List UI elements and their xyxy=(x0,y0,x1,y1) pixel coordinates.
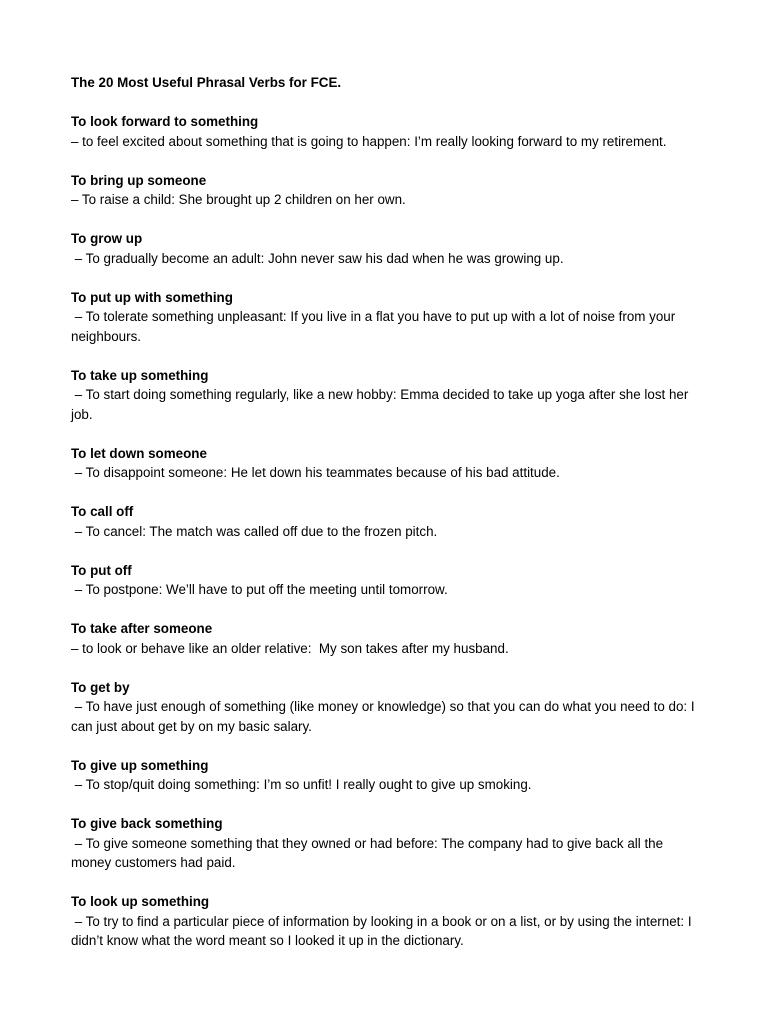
phrasal-verb-definition: – To give someone something that they owned or had before: The company had to give back all the money customers had paid. xyxy=(71,835,667,870)
phrasal-verb-term: To take after someone xyxy=(71,621,213,636)
phrasal-verb-term: To get by xyxy=(71,679,130,695)
phrasal-verb-definition: – To gradually become an adult: John never saw his dad when he was growing up. xyxy=(71,250,564,266)
phrasal-verb-term: To bring up someone xyxy=(71,172,207,188)
phrasal-verb-definition: – To raise a child: She brought up 2 children on her own. xyxy=(71,192,406,207)
phrasal-verb-entry xyxy=(71,366,711,425)
phrasal-verb-definition: – To stop/quit doing something: I’m so unfit! I really ought to give up smoking. xyxy=(71,777,532,792)
phrasal-verb-entry xyxy=(71,756,711,795)
phrasal-verb-term: To put up with something xyxy=(71,289,233,305)
phrasal-verb-term: To give up something xyxy=(71,757,209,773)
phrasal-verb-entry xyxy=(71,561,711,600)
phrasal-verb-definition: – To start doing something regularly, like a new hobby: Emma decided to take up yoga after she lost her job. xyxy=(71,387,693,422)
document-page xyxy=(71,73,711,970)
phrasal-verb-entry xyxy=(71,288,711,347)
phrasal-verb-term: To call off xyxy=(71,504,134,519)
phrasal-verb-entry xyxy=(71,171,711,210)
phrasal-verb-definition: – To cancel: The match was called off due to the frozen pitch. xyxy=(71,523,438,539)
phrasal-verb-definition: – to feel excited about something that is going to happen: I’m really looking forward to my retirement. xyxy=(71,133,667,149)
phrasal-verb-definition: – To try to find a particular piece of information by looking in a book or on a list, or by using the internet: I didn’t know what the word meant so I looked it up in the dictionary. xyxy=(71,913,696,948)
phrasal-verb-term: To put off xyxy=(71,562,132,578)
phrasal-verb-entry xyxy=(71,502,711,541)
phrasal-verb-definition: – To postpone: We’ll have to put off the meeting until tomorrow. xyxy=(71,582,448,597)
phrasal-verb-entry xyxy=(71,678,711,737)
phrasal-verb-entry xyxy=(71,619,711,658)
phrasal-verb-term: To give back something xyxy=(71,816,223,831)
phrasal-verb-entry xyxy=(71,814,711,873)
phrasal-verb-entry xyxy=(71,229,711,268)
phrasal-verb-term: To look forward to something xyxy=(71,114,259,129)
phrasal-verb-definition: – To tolerate something unpleasant: If you live in a flat you have to put up with a lot of noise from your neighbours. xyxy=(71,309,679,344)
phrasal-verb-term: To take up something xyxy=(71,367,209,383)
phrasal-verb-entry xyxy=(71,112,711,151)
phrasal-verb-definition: – To disappoint someone: He let down his teammates because of his bad attitude. xyxy=(71,465,560,480)
phrasal-verb-definition: – to look or behave like an older relative: My son takes after my husband. xyxy=(71,640,509,656)
phrasal-verb-term: To grow up xyxy=(71,231,143,246)
document-title: The 20 Most Useful Phrasal Verbs for FCE. xyxy=(71,75,342,90)
phrasal-verb-term: To let down someone xyxy=(71,445,207,461)
phrasal-verb-entry xyxy=(71,444,711,483)
phrasal-verb-term: To look up something xyxy=(71,894,210,909)
phrasal-verb-definition: – To have just enough of something (like money or knowledge) so that you can do what you need to do: I can just about get by on my basic salary. xyxy=(71,699,699,734)
phrasal-verb-entry xyxy=(71,892,711,951)
